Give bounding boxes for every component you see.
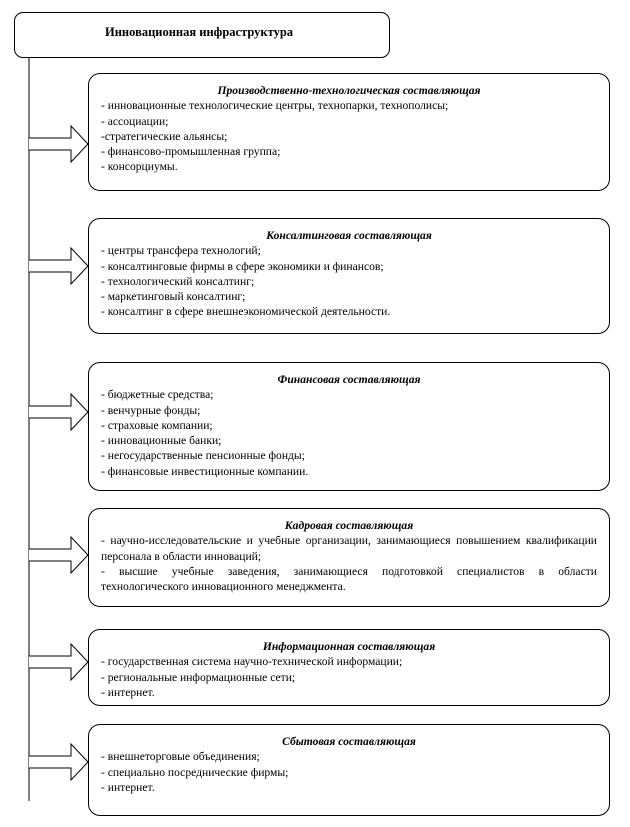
list-item: - консалтинг в сфере внешнеэкономической деятельности.	[101, 305, 391, 319]
production-technological-node	[88, 73, 610, 191]
list-item: - консорциумы.	[101, 160, 178, 174]
list-item: - центры трансфера технологий;	[101, 244, 261, 258]
list-item: -стратегические альянсы;	[101, 129, 228, 143]
sales-node	[88, 724, 610, 816]
node-title: Кадровая составляющая	[284, 519, 414, 532]
list-item: - негосударственные пенсионные фонды;	[101, 449, 305, 463]
list-item: - финансовые инвестиционные компании.	[101, 464, 309, 478]
node-item-list	[101, 98, 597, 174]
list-item: - ассоциации;	[101, 114, 169, 128]
node-item-list	[101, 533, 597, 594]
node-title: Производственно-технологическая составляющая	[217, 84, 481, 97]
list-item: - научно-исследовательские и учебные организации, занимающиеся повышением квалификации персонала в области инноваций;	[101, 534, 597, 563]
personnel-node	[88, 508, 610, 607]
list-item: - консалтинговые фирмы в сфере экономики и финансов;	[101, 259, 384, 273]
node-title: Сбытовая составляющая	[282, 735, 416, 748]
node-title: Финансовая составляющая	[277, 373, 421, 386]
list-item: - инновационные технологические центры, технопарки, технополисы;	[101, 99, 449, 113]
list-item: - маркетинговый консалтинг;	[101, 290, 246, 304]
node-title: Консалтинговая составляющая	[266, 229, 432, 242]
list-item: - страховые компании;	[101, 418, 213, 432]
financial-node	[88, 362, 610, 491]
list-item: - венчурные фонды;	[101, 403, 201, 417]
arrow-production	[29, 126, 88, 162]
node-item-list	[101, 387, 597, 479]
list-item: - бюджетные средства;	[101, 388, 214, 402]
information-node	[88, 629, 610, 706]
list-item: - региональные информационные сети;	[101, 670, 296, 684]
arrow-financial	[29, 394, 88, 430]
list-item: - специально посреднические фирмы;	[101, 765, 289, 779]
arrow-sales	[29, 744, 88, 780]
list-item: - финансово-промышленная группа;	[101, 145, 281, 159]
list-item: - высшие учебные заведения, занимающиеся подготовкой специалистов в области технологического инновационного менеджмента.	[101, 564, 597, 594]
list-item: - внешнеторговые объединения;	[101, 750, 260, 764]
node-item-list	[101, 654, 597, 700]
list-item: - интернет.	[101, 685, 155, 699]
arrow-personnel	[29, 537, 88, 573]
arrow-information	[29, 644, 88, 680]
root-node	[14, 12, 390, 58]
node-item-list	[101, 749, 597, 795]
arrow-consulting	[29, 248, 88, 284]
list-item: - инновационные банки;	[101, 434, 222, 448]
list-item: - государственная система научно-технической информации;	[101, 655, 403, 669]
list-item: - интернет.	[101, 780, 155, 794]
list-item: - технологический консалтинг;	[101, 274, 255, 288]
root-title: Инновационная инфраструктура	[105, 25, 294, 39]
node-title: Информационная составляющая	[262, 640, 436, 653]
node-item-list	[101, 243, 597, 319]
consulting-node	[88, 218, 610, 334]
